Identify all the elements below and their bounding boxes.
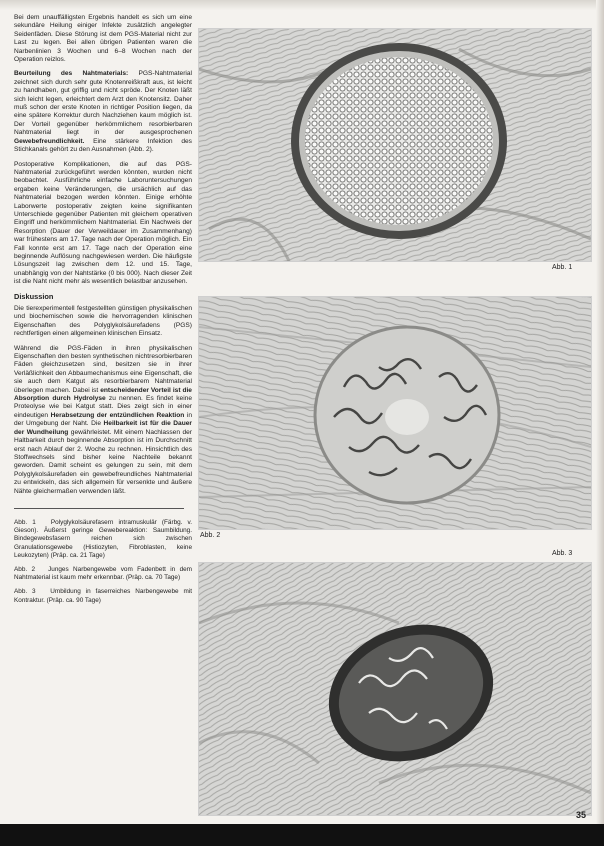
section-heading: Diskussion — [14, 291, 54, 301]
caption-label: Abb. 3 — [14, 588, 36, 596]
divider — [14, 508, 184, 509]
micrograph-figure-3 — [198, 562, 592, 816]
micrograph-image — [199, 29, 591, 261]
caption — [14, 566, 192, 582]
caption-text: Polyglykolsäurefasern intramuskulär (Färbg. v. Gieson). Äußerst geringe Gewebereaktion: Saumbildung. Bindegewebsfasern reichen sich zwischen Granulationsgewebe (Histiozyten, Fibroblasten, keine Leukozyten) (Präp. ca. 21 Tage) — [14, 518, 192, 559]
caption-text: Umbildung in faserreiches Narbengewebe mit Kontraktur. (Präp. ca. 90 Tage) — [14, 588, 192, 604]
micrograph-figure-1 — [198, 28, 592, 262]
emphasis: Heilbarkeit ist für die Dauer der Wundheilung — [14, 420, 192, 436]
emphasis: entscheidender Vorteil ist die Absorption durch Hydrolyse — [14, 386, 192, 403]
emphasis: Gewebefreundlichkeit. — [14, 137, 85, 145]
paragraph-text: PGS-Nahtmaterial zeichnet sich durch sehr gute Knotenreißkraft aus, ist leicht zu handhaben, gut griffig und nicht spröde. Der Knoten läßt sich leicht legen, erleichtert dem Arzt den Knotensitz. Daher muß schon der erste Knoten in richtiger Position liegen, da eine spätere Korrektur durch Nachziehen kaum möglich ist. Der Vorteil gegenüber herkömmlichem resorbierbaren Nahtmaterial liegt in der ausgesprochenen — [14, 70, 192, 137]
caption-text: Junges Narbengewebe vom Fadenbett in dem Nahtmaterial ist kaum mehr erkennbar. (Präp. ca. 70 Tage) — [14, 565, 192, 582]
paragraph-text: in der Umgebung der Naht. Die — [14, 411, 192, 428]
paragraph-text: Während die PGS-Fäden in ihren physikalischen Eigenschaften den besten synthetischen nichtresorbierbaren Fäden gleichzusetzen sind, besitzen sie in ihrer Verläßlichkeit den Abbaumechanismus eine Eigenschaft, die sie auch dem Katgut als resorbierbarem Nahtmaterial überlegen machen. Dabei ist — [14, 344, 192, 394]
text-column — [14, 14, 192, 611]
scan-edge — [0, 0, 604, 10]
paragraph — [14, 345, 192, 496]
paragraph-text: gewährleistet. Mit einem Nachlassen der Haltbarkeit durch beginnende Absorption ist im Durchschnitt erst nach Ablauf der 2. Woche zu rechnen. Hinsichtlich des Stoffwechsels sind bisher keine Nachteile bekannt geworden. Damit scheint es gelungen zu sein, mit dem Polyglykolsäurefaden ein gewebefreundliches Nahtmaterial zu entwickeln, das sich allgemein für versenkte und äußere Nähte gleichermaßen verwenden läßt. — [14, 428, 192, 495]
figure-label: Abb. 1 — [552, 264, 573, 271]
paragraph-text: zu nennen. Es findet keine Proteolyse wie bei Katgut statt. Dies zeigt sich in einer eindeutigen — [14, 395, 192, 419]
figure-label: Abb. 3 — [552, 550, 573, 557]
page-number: 35 — [575, 810, 586, 820]
caption — [14, 519, 192, 560]
paragraph: Bei dem unauffälligsten Ergebnis handelt es sich um eine sekundäre Heilung einiger Infekte zusätzlich angelegter Seidenfäden. Diese Störung ist dem PGS-Material nicht zur Last zu legen. Bei allen übrigen Patienten waren die Narbenlinien 3 Wochen und 6–8 Wochen nach der Operation reizlos. — [14, 14, 192, 64]
caption — [14, 588, 192, 604]
emphasis: Herabsetzung der entzündlichen Reaktion — [50, 411, 185, 419]
caption-label: Abb. 2 — [14, 565, 36, 573]
caption-label: Abb. 1 — [14, 518, 36, 526]
paragraph-text: Eine stärkere Infektion des Stichkanals gehört zu den Ausnahmen (Abb. 2). — [14, 137, 192, 154]
inline-heading: Beurteilung des Nahtmaterials: — [14, 70, 129, 78]
figure-captions — [14, 519, 192, 605]
micrograph-image — [199, 297, 591, 529]
paragraph: Die tierexperimentell festgestellten günstigen physikalischen und biochemischen sowie die hervorragenden klinischen Eigenschaften des Polyglykolsäurefadens (PGS) rechtfertigen einen allgemeinen klinischen Einsatz. — [14, 305, 192, 338]
scan-edge — [0, 824, 604, 846]
figure-label: Abb. 2 — [200, 532, 221, 539]
micrograph-figure-2 — [198, 296, 592, 530]
paragraph: Postoperative Komplikationen, die auf das PGS-Nahtmaterial zurückgeführt werden könnten, wurden nicht beobachtet. Ausführliche einfache Laboruntersuchungen ergaben keine Veränderungen, die ursächlich auf das Nahtmaterial bezogen werden könnten. Einige erhöhte Laborwerte postoperativ zeigten keine signifikanten Unterschiede gegenüber Patienten mit gleichem operativen Eingriff und herkömmlichem Nahtmaterial. Ein Nachweis der Resorption (Dauer der Verweildauer im Zusammenhang) war frühestens am 17. Tage nach der Operation möglich. Ein Fall konnte erst am 17. Tage nach der Operation eine beginnende Auflösung nachgewiesen werden. Die häufigste Lösungszeit lag zwischen dem 12. und 15. Tage, unabhängig von der Nahtstärke (0 bis 000). Nach dieser Zeit ist die Naht nicht mehr als wesentlich belastbar anzusehen. — [14, 160, 192, 286]
scan-edge — [596, 0, 604, 846]
paragraph — [14, 70, 192, 154]
micrograph-image — [199, 563, 591, 815]
